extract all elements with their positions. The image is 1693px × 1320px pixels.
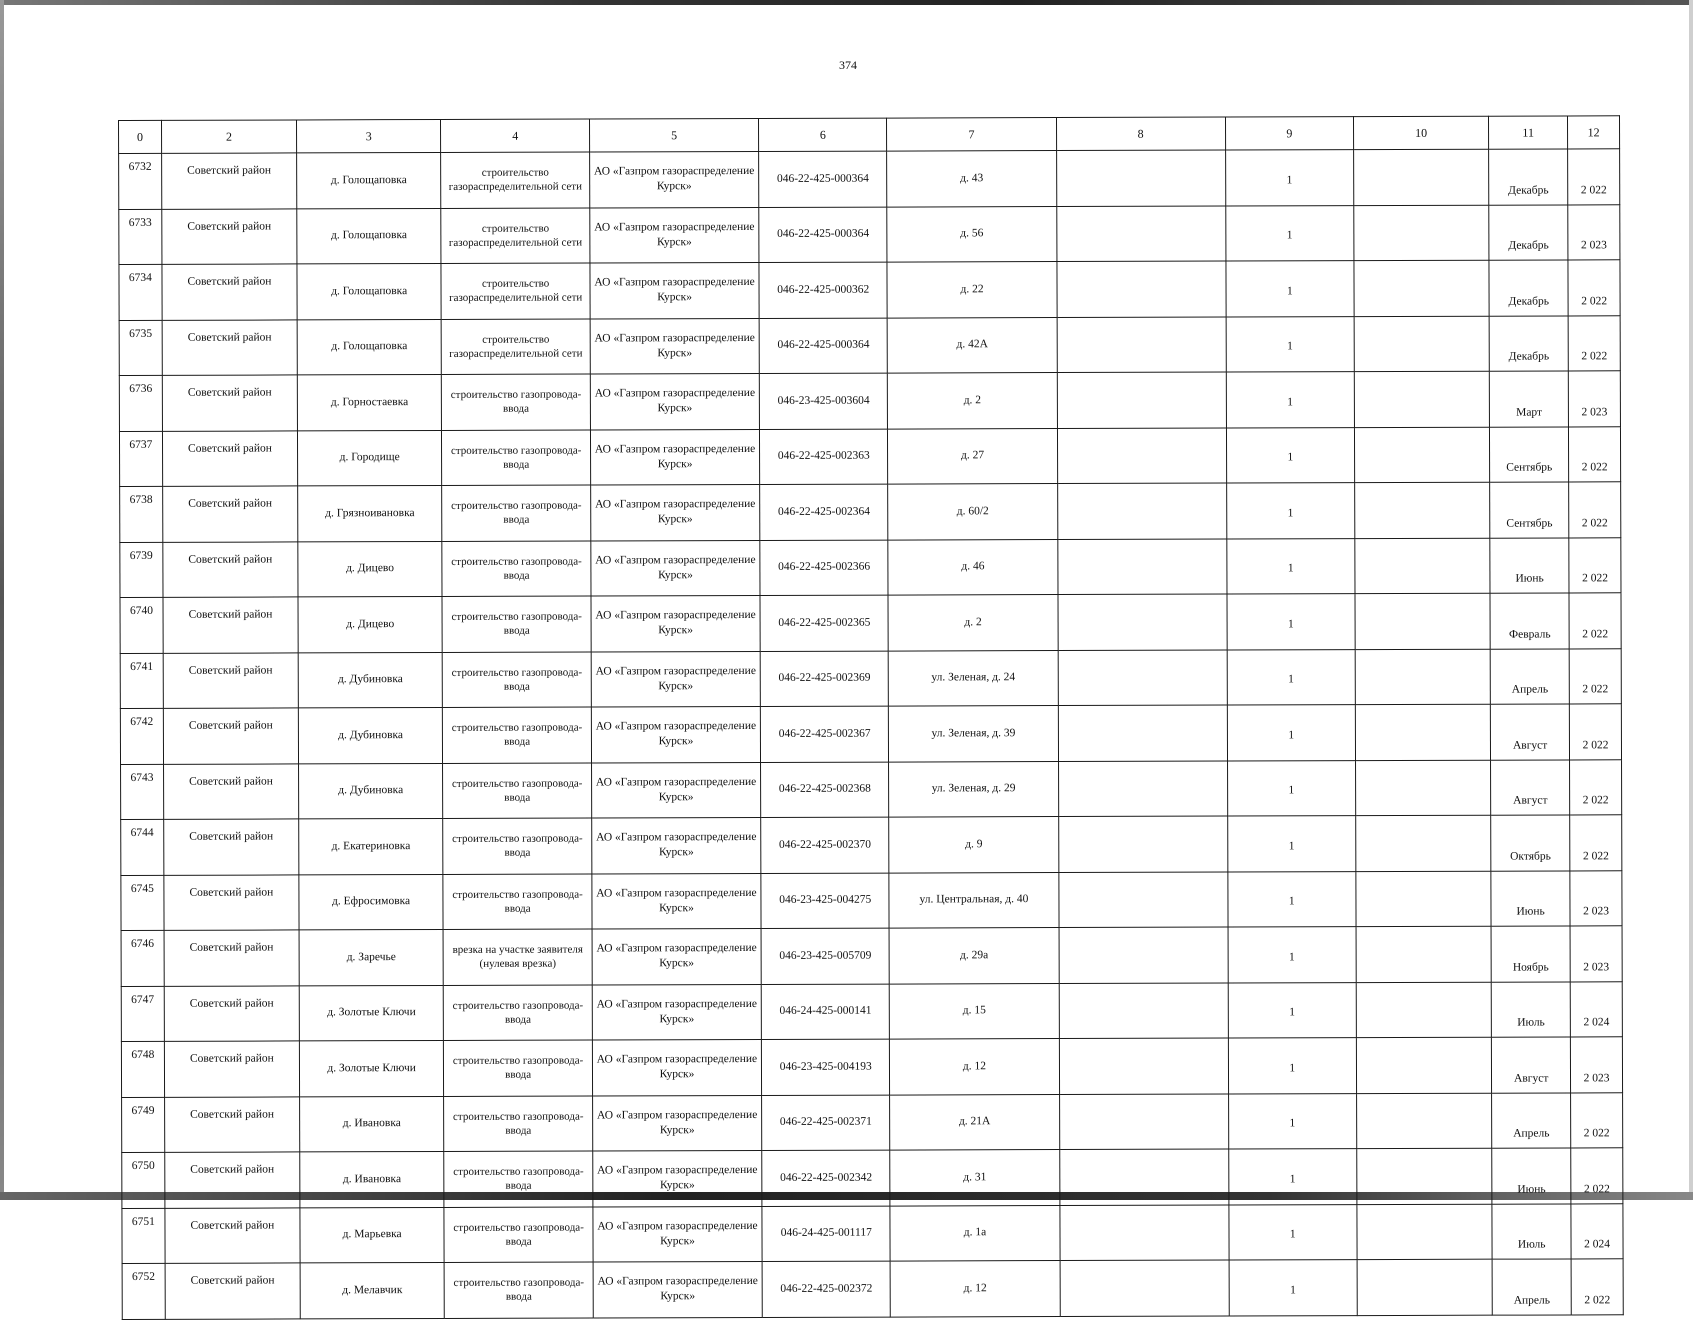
application-code-cell: 046-23-425-003604 bbox=[759, 373, 888, 429]
district-cell: Советский район bbox=[161, 153, 296, 209]
organization-cell: АО «Газпром газораспределение Курск» bbox=[590, 262, 759, 318]
month-cell: Июнь bbox=[1491, 870, 1570, 926]
organization-cell: АО «Газпром газораспределение Курск» bbox=[593, 1206, 762, 1262]
work-type-cell: строительство газораспределительной сети bbox=[441, 208, 590, 264]
address-cell: ул. Центральная, д. 40 bbox=[889, 872, 1058, 928]
row-number-cell: 6740 bbox=[120, 597, 163, 653]
table-row bbox=[119, 204, 1620, 264]
column-8-cell bbox=[1060, 1260, 1229, 1316]
address-cell: д. 56 bbox=[887, 206, 1056, 262]
address-cell: д. 2 bbox=[888, 595, 1057, 651]
organization-cell: АО «Газпром газораспределение Курск» bbox=[592, 873, 761, 929]
month-cell: Апрель bbox=[1490, 648, 1569, 704]
work-type-cell: строительство газопровода-ввода bbox=[444, 1096, 593, 1152]
address-cell: ул. Зеленая, д. 29 bbox=[889, 761, 1058, 817]
table-row bbox=[119, 315, 1620, 375]
column-10-cell bbox=[1354, 149, 1489, 205]
month-cell: Июль bbox=[1492, 1203, 1571, 1259]
year-cell: 2 022 bbox=[1571, 1092, 1623, 1148]
table-row bbox=[121, 870, 1622, 930]
month-cell: Сентябрь bbox=[1490, 426, 1569, 482]
address-cell: д. 21А bbox=[890, 1094, 1059, 1150]
organization-cell: АО «Газпром газораспределение Курск» bbox=[592, 984, 761, 1040]
address-cell: д. 9 bbox=[889, 817, 1058, 873]
organization-cell: АО «Газпром газораспределение Курск» bbox=[592, 1039, 761, 1095]
district-cell: Советский район bbox=[165, 1263, 300, 1319]
application-code-cell: 046-24-425-000141 bbox=[761, 984, 890, 1040]
header-cell: 4 bbox=[441, 119, 590, 152]
work-type-cell: строительство газопровода-ввода bbox=[443, 763, 592, 819]
settlement-cell: д. Дубиновка bbox=[299, 763, 443, 819]
address-cell: д. 46 bbox=[888, 539, 1057, 595]
application-code-cell: 046-22-425-002371 bbox=[762, 1095, 891, 1151]
column-8-cell bbox=[1058, 705, 1227, 761]
table-row bbox=[120, 482, 1621, 542]
organization-cell: АО «Газпром газораспределение Курск» bbox=[593, 1261, 762, 1317]
row-number-cell: 6750 bbox=[122, 1152, 165, 1208]
organization-cell: АО «Газпром газораспределение Курск» bbox=[592, 817, 761, 873]
month-cell: Октябрь bbox=[1491, 815, 1570, 871]
column-8-cell bbox=[1059, 1038, 1228, 1094]
settlement-cell: д. Золотые Ключи bbox=[299, 1040, 443, 1096]
column-10-cell bbox=[1354, 205, 1489, 261]
row-number-cell: 6742 bbox=[120, 708, 163, 764]
month-cell: Декабрь bbox=[1489, 315, 1568, 371]
header-cell: 9 bbox=[1225, 117, 1354, 150]
column-8-cell bbox=[1058, 650, 1227, 706]
organization-cell: АО «Газпром газораспределение Курск» bbox=[593, 1150, 762, 1206]
row-number-cell: 6739 bbox=[120, 542, 163, 598]
year-cell: 2 022 bbox=[1569, 704, 1621, 760]
settlement-cell: д. Дубиновка bbox=[298, 707, 442, 763]
table-row bbox=[121, 815, 1622, 875]
header-cell: 8 bbox=[1056, 117, 1225, 151]
count-cell: 1 bbox=[1225, 205, 1354, 261]
district-cell: Советский район bbox=[164, 1096, 299, 1152]
month-cell: Август bbox=[1491, 704, 1570, 760]
header-cell: 6 bbox=[759, 118, 888, 151]
table-row bbox=[119, 426, 1620, 486]
address-cell: д. 2 bbox=[888, 373, 1057, 429]
count-cell: 1 bbox=[1225, 150, 1354, 206]
settlement-cell: д. Горностаевка bbox=[297, 374, 441, 430]
work-type-cell: строительство газопровода-ввода bbox=[443, 985, 592, 1041]
column-10-cell bbox=[1356, 982, 1491, 1038]
application-code-cell: 046-24-425-001117 bbox=[762, 1206, 891, 1262]
application-code-cell: 046-22-425-002366 bbox=[760, 540, 889, 596]
row-number-cell: 6751 bbox=[122, 1208, 165, 1264]
column-8-cell bbox=[1057, 428, 1226, 484]
count-cell: 1 bbox=[1226, 316, 1355, 372]
year-cell: 2 022 bbox=[1569, 426, 1621, 482]
application-code-cell: 046-22-425-002369 bbox=[760, 651, 889, 707]
settlement-cell: д. Дубиновка bbox=[298, 652, 442, 708]
work-type-cell: строительство газопровода-ввода bbox=[443, 818, 592, 874]
month-cell: Июнь bbox=[1492, 1148, 1571, 1204]
column-8-cell bbox=[1057, 372, 1226, 428]
column-10-cell bbox=[1356, 1037, 1491, 1093]
year-cell: 2 023 bbox=[1570, 926, 1622, 982]
scan-edge-left bbox=[0, 0, 4, 1200]
district-cell: Советский район bbox=[163, 652, 298, 708]
month-cell: Декабрь bbox=[1489, 260, 1568, 316]
settlement-cell: д. Мелавчик bbox=[300, 1262, 444, 1318]
count-cell: 1 bbox=[1228, 927, 1357, 983]
application-code-cell: 046-22-425-002372 bbox=[762, 1261, 891, 1317]
district-cell: Советский район bbox=[164, 930, 299, 986]
settlement-cell: д. Марьевка bbox=[300, 1207, 444, 1263]
row-number-cell: 6744 bbox=[121, 819, 164, 875]
row-number-cell: 6745 bbox=[121, 875, 164, 931]
month-cell: Ноябрь bbox=[1491, 926, 1570, 982]
organization-cell: АО «Газпром газораспределение Курск» bbox=[590, 429, 759, 485]
header-cell: 2 bbox=[161, 120, 296, 153]
table-row bbox=[122, 1092, 1623, 1152]
application-code-cell: 046-23-425-005709 bbox=[761, 928, 890, 984]
column-10-cell bbox=[1356, 871, 1491, 927]
work-type-cell: строительство газопровода-ввода bbox=[442, 374, 591, 430]
header-cell: 5 bbox=[589, 118, 758, 152]
count-cell: 1 bbox=[1225, 261, 1354, 317]
month-cell: Август bbox=[1491, 759, 1570, 815]
month-cell: Февраль bbox=[1490, 593, 1569, 649]
district-cell: Советский район bbox=[162, 208, 297, 264]
district-cell: Советский район bbox=[164, 874, 299, 930]
table-header-row bbox=[119, 116, 1620, 154]
count-cell: 1 bbox=[1226, 427, 1355, 483]
settlement-cell: д. Голощаповка bbox=[297, 152, 441, 208]
column-10-cell bbox=[1356, 760, 1491, 816]
district-cell: Советский район bbox=[162, 264, 297, 320]
column-8-cell bbox=[1059, 983, 1228, 1039]
district-cell: Советский район bbox=[163, 597, 298, 653]
column-8-cell bbox=[1057, 317, 1226, 373]
count-cell: 1 bbox=[1227, 871, 1356, 927]
month-cell: Декабрь bbox=[1489, 204, 1568, 260]
column-10-cell bbox=[1357, 1204, 1492, 1260]
work-type-cell: строительство газопровода-ввода bbox=[442, 430, 591, 486]
table-row bbox=[121, 981, 1622, 1041]
district-cell: Советский район bbox=[164, 819, 299, 875]
table-row bbox=[119, 260, 1620, 320]
count-cell: 1 bbox=[1227, 649, 1356, 705]
organization-cell: АО «Газпром газораспределение Курск» bbox=[593, 1095, 762, 1151]
count-cell: 1 bbox=[1229, 1260, 1358, 1316]
count-cell: 1 bbox=[1228, 1093, 1357, 1149]
column-10-cell bbox=[1355, 704, 1490, 760]
count-cell: 1 bbox=[1227, 705, 1356, 761]
year-cell: 2 022 bbox=[1570, 815, 1622, 871]
column-10-cell bbox=[1354, 316, 1489, 372]
year-cell: 2 022 bbox=[1569, 537, 1621, 593]
header-cell: 0 bbox=[119, 120, 162, 153]
settlement-cell: д. Голощаповка bbox=[297, 263, 441, 319]
year-cell: 2 022 bbox=[1568, 260, 1620, 316]
address-cell: д. 12 bbox=[890, 1039, 1059, 1095]
work-type-cell: строительство газопровода-ввода bbox=[442, 541, 591, 597]
application-code-cell: 046-23-425-004193 bbox=[761, 1039, 890, 1095]
table-row bbox=[121, 926, 1622, 986]
settlement-cell: д. Ивановка bbox=[300, 1151, 444, 1207]
row-number-cell: 6732 bbox=[119, 153, 162, 209]
column-8-cell bbox=[1056, 261, 1225, 317]
year-cell: 2 022 bbox=[1568, 315, 1620, 371]
table-row bbox=[119, 371, 1620, 431]
address-cell: д. 42А bbox=[888, 317, 1057, 373]
row-number-cell: 6735 bbox=[119, 320, 162, 376]
row-number-cell: 6749 bbox=[122, 1097, 165, 1153]
application-code-cell: 046-22-425-002368 bbox=[761, 762, 890, 818]
month-cell: Декабрь bbox=[1489, 149, 1568, 205]
header-cell: 12 bbox=[1568, 116, 1620, 149]
address-cell: д. 1а bbox=[890, 1205, 1059, 1261]
month-cell: Март bbox=[1490, 371, 1569, 427]
column-8-cell bbox=[1056, 150, 1225, 206]
row-number-cell: 6748 bbox=[121, 1041, 164, 1097]
table-row bbox=[122, 1148, 1623, 1208]
row-number-cell: 6733 bbox=[119, 209, 162, 265]
table-row bbox=[120, 704, 1621, 764]
application-code-cell: 046-22-425-002370 bbox=[761, 817, 890, 873]
work-type-cell: строительство газопровода-ввода bbox=[443, 707, 592, 763]
column-8-cell bbox=[1059, 1205, 1228, 1261]
work-type-cell: строительство газопровода-ввода bbox=[442, 596, 591, 652]
table-row bbox=[119, 149, 1620, 209]
column-10-cell bbox=[1356, 815, 1491, 871]
organization-cell: АО «Газпром газораспределение Курск» bbox=[591, 484, 760, 540]
count-cell: 1 bbox=[1228, 1204, 1357, 1260]
year-cell: 2 022 bbox=[1569, 648, 1621, 704]
header-cell: 10 bbox=[1353, 116, 1488, 149]
settlement-cell: д. Грязноивановка bbox=[298, 485, 442, 541]
address-cell: д. 22 bbox=[887, 262, 1056, 318]
gasification-table bbox=[118, 115, 1624, 1319]
table-row bbox=[120, 648, 1621, 708]
table-row bbox=[122, 1203, 1623, 1263]
year-cell: 2 022 bbox=[1569, 482, 1621, 538]
organization-cell: АО «Газпром газораспределение Курск» bbox=[590, 318, 759, 374]
year-cell: 2 022 bbox=[1570, 759, 1622, 815]
application-code-cell: 046-22-425-002367 bbox=[760, 706, 889, 762]
application-code-cell: 046-22-425-000364 bbox=[759, 318, 888, 374]
month-cell: Июнь bbox=[1490, 537, 1569, 593]
month-cell: Апрель bbox=[1492, 1092, 1571, 1148]
work-type-cell: строительство газопровода-ввода bbox=[444, 1151, 593, 1207]
count-cell: 1 bbox=[1227, 594, 1356, 650]
application-code-cell: 046-22-425-000362 bbox=[759, 262, 888, 318]
column-10-cell bbox=[1357, 1093, 1492, 1149]
settlement-cell: д. Ефросимовка bbox=[299, 874, 443, 930]
count-cell: 1 bbox=[1226, 483, 1355, 539]
address-cell: ул. Зеленая, д. 39 bbox=[889, 706, 1058, 762]
column-10-cell bbox=[1354, 260, 1489, 316]
row-number-cell: 6746 bbox=[121, 930, 164, 986]
page-number: 374 bbox=[839, 58, 857, 72]
header-cell: 3 bbox=[297, 119, 441, 152]
document-sheet bbox=[118, 115, 1624, 1319]
table-row bbox=[120, 593, 1621, 653]
column-8-cell bbox=[1057, 483, 1226, 539]
work-type-cell: строительство газопровода-ввода bbox=[444, 1207, 593, 1263]
header-cell: 7 bbox=[887, 118, 1056, 152]
settlement-cell: д. Заречье bbox=[299, 929, 443, 985]
application-code-cell: 046-22-425-002364 bbox=[760, 484, 889, 540]
work-type-cell: врезка на участке заявителя (нулевая врезка) bbox=[443, 929, 592, 985]
district-cell: Советский район bbox=[162, 486, 297, 542]
organization-cell: АО «Газпром газораспределение Курск» bbox=[591, 651, 760, 707]
table-row bbox=[122, 1259, 1623, 1319]
district-cell: Советский район bbox=[162, 319, 297, 375]
settlement-cell: д. Золотые Ключи bbox=[299, 985, 443, 1041]
column-8-cell bbox=[1057, 539, 1226, 595]
organization-cell: АО «Газпром газораспределение Курск» bbox=[592, 928, 761, 984]
address-cell: ул. Зеленая, д. 24 bbox=[889, 650, 1058, 706]
row-number-cell: 6752 bbox=[122, 1263, 165, 1319]
application-code-cell: 046-22-425-002342 bbox=[762, 1150, 891, 1206]
column-8-cell bbox=[1058, 816, 1227, 872]
year-cell: 2 024 bbox=[1570, 981, 1622, 1037]
address-cell: д. 15 bbox=[890, 983, 1059, 1039]
table-body bbox=[119, 116, 1624, 1319]
organization-cell: АО «Газпром газораспределение Курск» bbox=[592, 762, 761, 818]
settlement-cell: д. Голощаповка bbox=[297, 319, 441, 375]
district-cell: Советский район bbox=[164, 1041, 299, 1097]
application-code-cell: 046-22-425-002363 bbox=[760, 429, 889, 485]
district-cell: Советский район bbox=[162, 375, 297, 431]
column-8-cell bbox=[1059, 1149, 1228, 1205]
district-cell: Советский район bbox=[163, 708, 298, 764]
organization-cell: АО «Газпром газораспределение Курск» bbox=[590, 207, 759, 263]
work-type-cell: строительство газопровода-ввода bbox=[444, 1262, 593, 1318]
year-cell: 2 022 bbox=[1568, 149, 1620, 205]
year-cell: 2 023 bbox=[1570, 870, 1622, 926]
table-row bbox=[121, 759, 1622, 819]
year-cell: 2 023 bbox=[1568, 371, 1620, 427]
work-type-cell: строительство газопровода-ввода bbox=[442, 485, 591, 541]
year-cell: 2 022 bbox=[1569, 593, 1621, 649]
column-8-cell bbox=[1058, 761, 1227, 817]
column-10-cell bbox=[1354, 371, 1489, 427]
table-row bbox=[120, 537, 1621, 597]
settlement-cell: д. Екатериновка bbox=[299, 818, 443, 874]
address-cell: д. 29а bbox=[890, 928, 1059, 984]
year-cell: 2 022 bbox=[1571, 1148, 1623, 1204]
row-number-cell: 6747 bbox=[121, 986, 164, 1042]
application-code-cell: 046-22-425-000364 bbox=[759, 151, 888, 207]
work-type-cell: строительство газораспределительной сети bbox=[441, 152, 590, 208]
address-cell: д. 43 bbox=[887, 151, 1056, 207]
work-type-cell: строительство газопровода-ввода bbox=[442, 652, 591, 708]
organization-cell: АО «Газпром газораспределение Курск» bbox=[590, 373, 759, 429]
application-code-cell: 046-22-425-000364 bbox=[759, 207, 888, 263]
work-type-cell: строительство газораспределительной сети bbox=[441, 263, 590, 319]
year-cell: 2 024 bbox=[1571, 1203, 1623, 1259]
column-8-cell bbox=[1059, 1094, 1228, 1150]
scan-edge-top bbox=[0, 0, 1693, 5]
year-cell: 2 023 bbox=[1570, 1037, 1622, 1093]
month-cell: Июль bbox=[1491, 981, 1570, 1037]
row-number-cell: 6738 bbox=[120, 486, 163, 542]
address-cell: д. 27 bbox=[888, 428, 1057, 484]
count-cell: 1 bbox=[1226, 538, 1355, 594]
settlement-cell: д. Городище bbox=[298, 430, 442, 486]
settlement-cell: д. Дицево bbox=[298, 541, 442, 597]
row-number-cell: 6743 bbox=[121, 764, 164, 820]
column-10-cell bbox=[1356, 926, 1491, 982]
count-cell: 1 bbox=[1226, 372, 1355, 428]
count-cell: 1 bbox=[1228, 1149, 1357, 1205]
organization-cell: АО «Газпром газораспределение Курск» bbox=[591, 540, 760, 596]
column-8-cell bbox=[1058, 594, 1227, 650]
district-cell: Советский район bbox=[163, 763, 298, 819]
month-cell: Апрель bbox=[1492, 1259, 1571, 1315]
organization-cell: АО «Газпром газораспределение Курск» bbox=[590, 151, 759, 207]
count-cell: 1 bbox=[1227, 760, 1356, 816]
organization-cell: АО «Газпром газораспределение Курск» bbox=[591, 706, 760, 762]
count-cell: 1 bbox=[1227, 816, 1356, 872]
work-type-cell: строительство газопровода-ввода bbox=[444, 1040, 593, 1096]
header-cell: 11 bbox=[1489, 116, 1568, 149]
district-cell: Советский район bbox=[165, 1152, 300, 1208]
district-cell: Советский район bbox=[164, 985, 299, 1041]
column-10-cell bbox=[1355, 649, 1490, 705]
application-code-cell: 046-22-425-002365 bbox=[760, 595, 889, 651]
row-number-cell: 6741 bbox=[120, 653, 163, 709]
count-cell: 1 bbox=[1228, 982, 1357, 1038]
work-type-cell: строительство газопровода-ввода bbox=[443, 874, 592, 930]
address-cell: д. 12 bbox=[891, 1261, 1060, 1317]
district-cell: Советский район bbox=[163, 541, 298, 597]
settlement-cell: д. Ивановка bbox=[300, 1096, 444, 1152]
scan-edge-right bbox=[1689, 0, 1693, 1200]
year-cell: 2 023 bbox=[1568, 204, 1620, 260]
column-10-cell bbox=[1355, 593, 1490, 649]
year-cell: 2 022 bbox=[1571, 1259, 1623, 1315]
table-row bbox=[121, 1037, 1622, 1097]
column-10-cell bbox=[1354, 427, 1489, 483]
column-10-cell bbox=[1357, 1259, 1492, 1315]
column-8-cell bbox=[1059, 927, 1228, 983]
column-8-cell bbox=[1056, 206, 1225, 262]
application-code-cell: 046-23-425-004275 bbox=[761, 873, 890, 929]
district-cell: Советский район bbox=[165, 1207, 300, 1263]
address-cell: д. 60/2 bbox=[888, 484, 1057, 540]
row-number-cell: 6737 bbox=[119, 431, 162, 487]
row-number-cell: 6734 bbox=[119, 264, 162, 320]
address-cell: д. 31 bbox=[890, 1150, 1059, 1206]
column-10-cell bbox=[1355, 538, 1490, 594]
organization-cell: АО «Газпром газораспределение Курск» bbox=[591, 595, 760, 651]
month-cell: Сентябрь bbox=[1490, 482, 1569, 538]
row-number-cell: 6736 bbox=[119, 375, 162, 431]
settlement-cell: д. Голощаповка bbox=[297, 208, 441, 264]
settlement-cell: д. Дицево bbox=[298, 596, 442, 652]
count-cell: 1 bbox=[1228, 1038, 1357, 1094]
column-10-cell bbox=[1355, 482, 1490, 538]
district-cell: Советский район bbox=[162, 430, 297, 486]
month-cell: Август bbox=[1492, 1037, 1571, 1093]
column-10-cell bbox=[1357, 1148, 1492, 1204]
column-8-cell bbox=[1058, 872, 1227, 928]
work-type-cell: строительство газораспределительной сети bbox=[441, 319, 590, 375]
